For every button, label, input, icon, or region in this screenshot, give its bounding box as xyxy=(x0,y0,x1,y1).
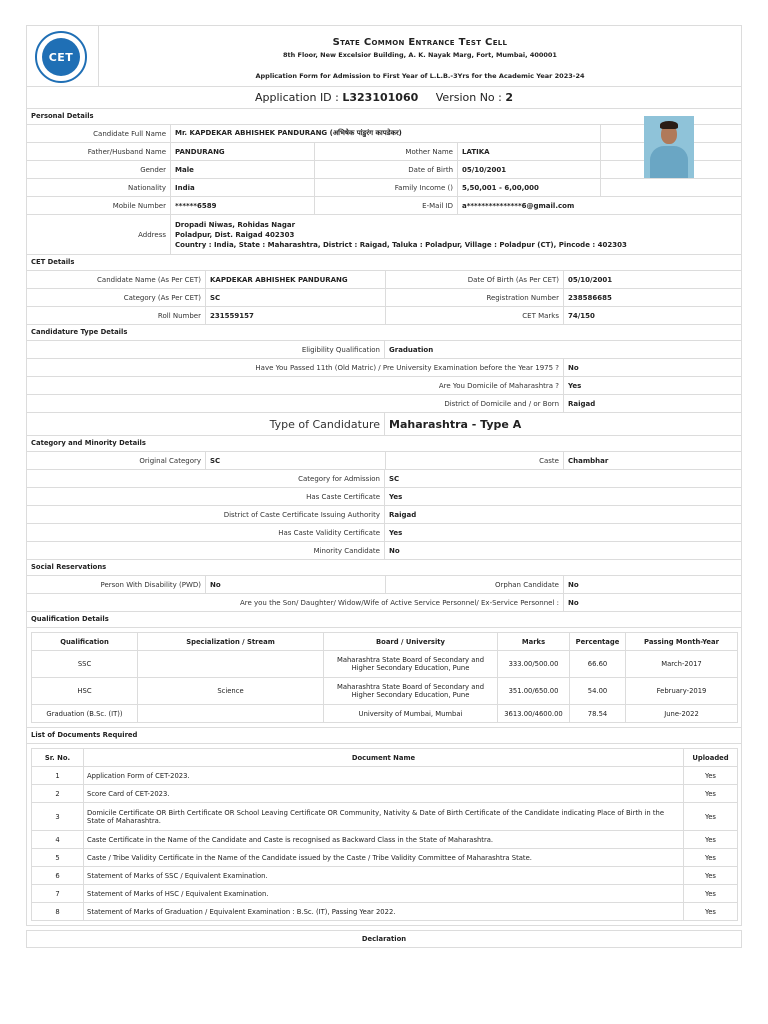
cell-qualification: SSC xyxy=(32,651,138,678)
table-row xyxy=(32,678,738,705)
table-row xyxy=(32,705,738,723)
org-title: State Common Entrance Test Cell xyxy=(332,37,508,48)
income-label: Family Income () xyxy=(314,179,457,196)
original-category-value: SC xyxy=(205,452,385,469)
col-percentage: Percentage xyxy=(570,633,626,651)
table-row xyxy=(32,803,738,831)
documents-header-row xyxy=(32,749,738,767)
candidature-label: Have You Passed 11th (Old Matric) / Pre University Examination before the Year 1975 ? xyxy=(255,363,559,372)
orphan-label: Orphan Candidate xyxy=(385,576,563,593)
row-nationality-income xyxy=(26,179,742,197)
category-label: Minority Candidate xyxy=(313,546,380,555)
row-full-name xyxy=(26,125,742,143)
cell-document-name: Statement of Marks of HSC / Equivalent Examination. xyxy=(84,885,684,903)
table-row xyxy=(32,767,738,785)
cet-roll-label: Roll Number xyxy=(157,311,201,320)
cell-uploaded: Yes xyxy=(684,785,738,803)
logo-text: CET xyxy=(48,51,74,64)
cell-uploaded: Yes xyxy=(684,767,738,785)
cell-uploaded: Yes xyxy=(684,885,738,903)
photo-cell xyxy=(600,179,743,196)
cet-category-label: Category (As Per CET) xyxy=(123,293,201,302)
full-name-label: Candidate Full Name xyxy=(93,129,166,138)
mobile-label: Mobile Number xyxy=(112,201,166,210)
nationality-label: Nationality xyxy=(127,183,166,192)
row-original-category xyxy=(26,452,742,470)
address-value xyxy=(170,215,743,254)
pwd-label: Person With Disability (PWD) xyxy=(100,580,201,589)
candidature-value: Yes xyxy=(563,377,743,394)
cell-uploaded: Yes xyxy=(684,903,738,921)
cell-sr-no: 1 xyxy=(32,767,84,785)
cell-document-name: Application Form of CET-2023. xyxy=(84,767,684,785)
mobile-value: ******6589 xyxy=(170,197,314,214)
table-row xyxy=(32,831,738,849)
candidature-value: Graduation xyxy=(384,341,743,358)
category-value: SC xyxy=(384,470,743,487)
candidature-label: District of Domicile and / or Born xyxy=(444,399,559,408)
email-value: a***************6@gmail.com xyxy=(457,197,743,214)
application-id-value: L323101060 xyxy=(342,91,419,104)
cell-board: Maharashtra State Board of Secondary and Higher Secondary Education, Pune xyxy=(324,651,498,678)
cell-marks: 351.00/650.00 xyxy=(498,678,570,705)
cell-sr-no: 3 xyxy=(32,803,84,831)
cell-specialization: Science xyxy=(138,678,324,705)
dob-label: Date of Birth xyxy=(314,161,457,178)
caste-label: Caste xyxy=(385,452,563,469)
cet-logo xyxy=(35,31,87,83)
org-address: 8th Floor, New Excelsior Building, A. K. Nayak Marg, Fort, Mumbai, 400001 xyxy=(283,51,557,59)
cell-document-name: Caste Certificate in the Name of the Candidate and Caste is recognised as Backward Class in the State of Maharashtra. xyxy=(84,831,684,849)
photo-body xyxy=(650,146,688,178)
pwd-value: No xyxy=(205,576,385,593)
cell-uploaded: Yes xyxy=(684,803,738,831)
row-service xyxy=(26,594,742,612)
table-row xyxy=(32,885,738,903)
cell-percentage: 66.60 xyxy=(570,651,626,678)
candidature-row xyxy=(26,395,742,413)
category-heading: Category and Minority Details xyxy=(26,436,742,452)
cet-name-value: KAPDEKAR ABHISHEK PANDURANG xyxy=(205,271,385,288)
cet-dob-value: 05/10/2001 xyxy=(563,271,743,288)
application-id-bar xyxy=(26,87,742,109)
cet-marks-label: CET Marks xyxy=(385,307,563,324)
row-cet-category xyxy=(26,289,742,307)
cet-roll-value: 231559157 xyxy=(205,307,385,324)
cell-qualification: Graduation (B.Sc. (IT)) xyxy=(32,705,138,723)
logo-ring xyxy=(42,38,80,76)
col-document-name: Document Name xyxy=(84,749,684,767)
col-marks: Marks xyxy=(498,633,570,651)
category-value: Yes xyxy=(384,488,743,505)
service-label: Are you the Son/ Daughter/ Widow/Wife of Active Service Personnel/ Ex-Service Personnel : xyxy=(239,598,559,607)
row-parents xyxy=(26,143,742,161)
cell-passing: June-2022 xyxy=(626,705,738,723)
qualification-header-row xyxy=(32,633,738,651)
full-name-value: Mr. KAPDEKAR ABHISHEK PANDURANG (अभिषेक पांडुरंग कापडेकर) xyxy=(170,125,600,142)
nationality-value: India xyxy=(170,179,314,196)
cell-board: University of Mumbai, Mumbai xyxy=(324,705,498,723)
row-address xyxy=(26,215,742,255)
orphan-value: No xyxy=(563,576,743,593)
candidature-value: Raigad xyxy=(563,395,743,412)
cell-specialization xyxy=(138,705,324,723)
category-value: Raigad xyxy=(384,506,743,523)
cet-details-heading: CET Details xyxy=(26,255,742,271)
candidature-label: Eligibility Qualification xyxy=(301,345,380,354)
cell-board: Maharashtra State Board of Secondary and Higher Secondary Education, Pune xyxy=(324,678,498,705)
cell-sr-no: 6 xyxy=(32,867,84,885)
mother-value: LATIKA xyxy=(457,143,600,160)
documents-heading: List of Documents Required xyxy=(26,728,742,744)
table-row xyxy=(32,867,738,885)
personal-details xyxy=(26,125,742,255)
cell-uploaded: Yes xyxy=(684,831,738,849)
mother-label: Mother Name xyxy=(314,143,457,160)
gender-value: Male xyxy=(170,161,314,178)
version-value: 2 xyxy=(505,91,514,104)
cet-name-label: Candidate Name (As Per CET) xyxy=(97,275,201,284)
category-label: Category for Admission xyxy=(298,474,380,483)
category-row xyxy=(26,488,742,506)
cet-dob-label: Date Of Birth (As Per CET) xyxy=(385,271,563,288)
cell-uploaded: Yes xyxy=(684,867,738,885)
category-label: Has Caste Certificate xyxy=(306,492,380,501)
candidature-label: Are You Domicile of Maharashtra ? xyxy=(438,381,559,390)
father-value: PANDURANG xyxy=(170,143,314,160)
category-row xyxy=(26,506,742,524)
cet-reg-value: 238586685 xyxy=(563,289,743,306)
form-header xyxy=(26,25,742,87)
col-specialization: Specialization / Stream xyxy=(138,633,324,651)
table-row xyxy=(32,651,738,678)
cell-sr-no: 8 xyxy=(32,903,84,921)
category-row xyxy=(26,524,742,542)
category-value: Yes xyxy=(384,524,743,541)
cell-percentage: 54.00 xyxy=(570,678,626,705)
address-label: Address xyxy=(138,230,166,239)
cell-document-name: Statement of Marks of SSC / Equivalent Examination. xyxy=(84,867,684,885)
cell-specialization xyxy=(138,651,324,678)
personal-details-heading: Personal Details xyxy=(26,109,742,125)
declaration-heading: Declaration xyxy=(26,930,742,948)
col-sr-no: Sr. No. xyxy=(32,749,84,767)
cell-sr-no: 4 xyxy=(32,831,84,849)
cell-uploaded: Yes xyxy=(684,849,738,867)
qualification-heading: Qualification Details xyxy=(26,612,742,628)
email-label: E-Mail ID xyxy=(314,197,457,214)
row-cet-name xyxy=(26,271,742,289)
cell-qualification: HSC xyxy=(32,678,138,705)
photo-hair xyxy=(660,121,678,129)
cell-percentage: 78.54 xyxy=(570,705,626,723)
father-label: Father/Husband Name xyxy=(87,147,166,156)
cell-document-name: Caste / Tribe Validity Certificate in the Name of the Candidate issued by the Caste / Tribe Validity Committee of Maharashtra State. xyxy=(84,849,684,867)
address-line-2: Poladpur, Dist. Raigad 402303 xyxy=(175,230,295,239)
logo-cell xyxy=(27,26,99,86)
candidate-photo xyxy=(644,116,694,178)
cell-sr-no: 5 xyxy=(32,849,84,867)
col-uploaded: Uploaded xyxy=(684,749,738,767)
cet-marks-value: 74/150 xyxy=(563,307,743,324)
caste-value: Chambhar xyxy=(563,452,743,469)
cell-marks: 333.00/500.00 xyxy=(498,651,570,678)
candidature-row xyxy=(26,377,742,395)
cell-marks: 3613.00/4600.00 xyxy=(498,705,570,723)
category-value: No xyxy=(384,542,743,559)
cell-document-name: Score Card of CET-2023. xyxy=(84,785,684,803)
cet-reg-label: Registration Number xyxy=(385,289,563,306)
documents-wrap xyxy=(26,744,742,926)
category-label: Has Caste Validity Certificate xyxy=(278,528,380,537)
candidature-row xyxy=(26,341,742,359)
candidature-type-label: Type of Candidature xyxy=(269,417,380,431)
cell-document-name: Domicile Certificate OR Birth Certificate OR School Leaving Certificate OR Community, Nativity & Date of Birth Certificate of the Candidate indicating Place of Birth in the State of Maharashtra. xyxy=(84,803,684,831)
category-label: District of Caste Certificate Issuing Authority xyxy=(223,510,380,519)
table-row xyxy=(32,785,738,803)
table-row xyxy=(32,903,738,921)
col-board: Board / University xyxy=(324,633,498,651)
cell-sr-no: 2 xyxy=(32,785,84,803)
qualification-table xyxy=(31,632,738,723)
address-line-1: Dropadi Niwas, Rohidas Nagar xyxy=(175,220,296,229)
gender-label: Gender xyxy=(140,165,166,174)
row-gender-dob xyxy=(26,161,742,179)
social-reservations-heading: Social Reservations xyxy=(26,560,742,576)
category-row xyxy=(26,542,742,560)
version-label: Version No : xyxy=(435,91,502,104)
cell-passing: February-2019 xyxy=(626,678,738,705)
application-id-label: Application ID : xyxy=(254,91,339,104)
row-pwd-orphan xyxy=(26,576,742,594)
row-cet-roll xyxy=(26,307,742,325)
income-value: 5,50,001 - 6,00,000 xyxy=(457,179,600,196)
category-row xyxy=(26,470,742,488)
candidature-type-row xyxy=(26,413,742,436)
col-qualification: Qualification xyxy=(32,633,138,651)
address-line-3: Country : India, State : Maharashtra, District : Raigad, Taluka : Poladpur, Village : Poladpur (CT), Pincode : 402303 xyxy=(175,240,627,249)
col-passing: Passing Month-Year xyxy=(626,633,738,651)
cell-sr-no: 7 xyxy=(32,885,84,903)
dob-value: 05/10/2001 xyxy=(457,161,600,178)
candidature-row xyxy=(26,359,742,377)
candidature-value: No xyxy=(563,359,743,376)
table-row xyxy=(32,849,738,867)
candidature-type-value: Maharashtra - Type A xyxy=(384,413,743,435)
candidature-heading: Candidature Type Details xyxy=(26,325,742,341)
service-value: No xyxy=(563,594,743,611)
qualification-wrap xyxy=(26,628,742,728)
cell-passing: March-2017 xyxy=(626,651,738,678)
cet-category-value: SC xyxy=(205,289,385,306)
form-subtitle: Application Form for Admission to First Year of L.L.B.-3Yrs for the Academic Year 2023-24 xyxy=(255,72,585,80)
application-form xyxy=(26,25,742,948)
cell-document-name: Statement of Marks of Graduation / Equivalent Examination : B.Sc. (IT), Passing Year 2022. xyxy=(84,903,684,921)
documents-table xyxy=(31,748,738,921)
original-category-label: Original Category xyxy=(139,456,201,465)
row-contact xyxy=(26,197,742,215)
